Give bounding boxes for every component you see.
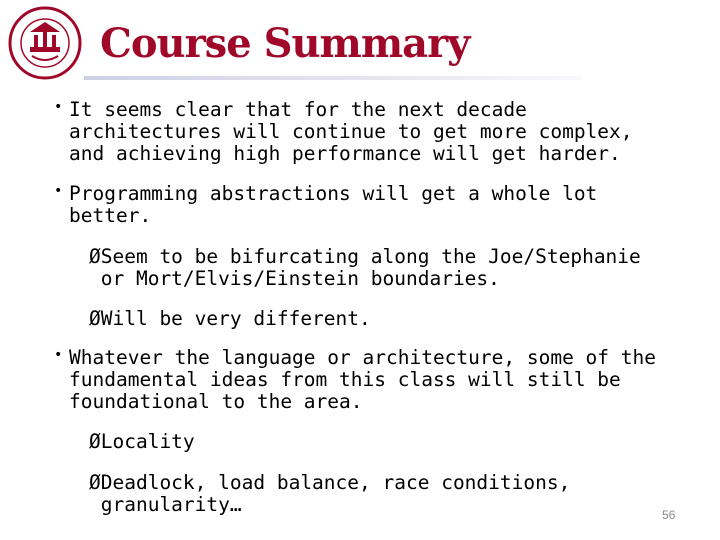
bullet-line: fundamental ideas from this class will still be [69, 368, 621, 391]
bullet-marker: • [54, 183, 63, 199]
university-logo [8, 6, 82, 80]
bullet-marker: • [54, 347, 63, 363]
sub-bullet-line: or Mort/Elvis/Einstein boundaries. [89, 267, 500, 290]
sub-bullet-line: ØLocality [89, 430, 195, 453]
bullet-marker: • [54, 99, 63, 115]
sub-bullet-line: ØSeem to be bifurcating along the Joe/Stephanie [89, 245, 641, 268]
bullet-line: Whatever the language or architecture, some of the [69, 346, 656, 369]
sub-bullet-line: ØDeadlock, load balance, race conditions, [89, 471, 571, 494]
title-divider [84, 76, 581, 80]
sub-bullet-line: ØWill be very different. [89, 307, 371, 330]
bullet-line: better. [69, 204, 152, 227]
page-number: 56 [662, 508, 676, 522]
bullet-line: Programming abstractions will get a whole lot [69, 182, 598, 205]
sub-bullet-line: granularity… [89, 493, 242, 516]
bullet-line: and achieving high performance will get harder. [69, 142, 621, 165]
bullet-line: foundational to the area. [69, 390, 363, 413]
bullet-line: It seems clear that for the next decade [69, 98, 527, 121]
bullet-line: architectures will continue to get more complex, [69, 120, 633, 143]
slide-title: Course Summary [100, 20, 470, 67]
